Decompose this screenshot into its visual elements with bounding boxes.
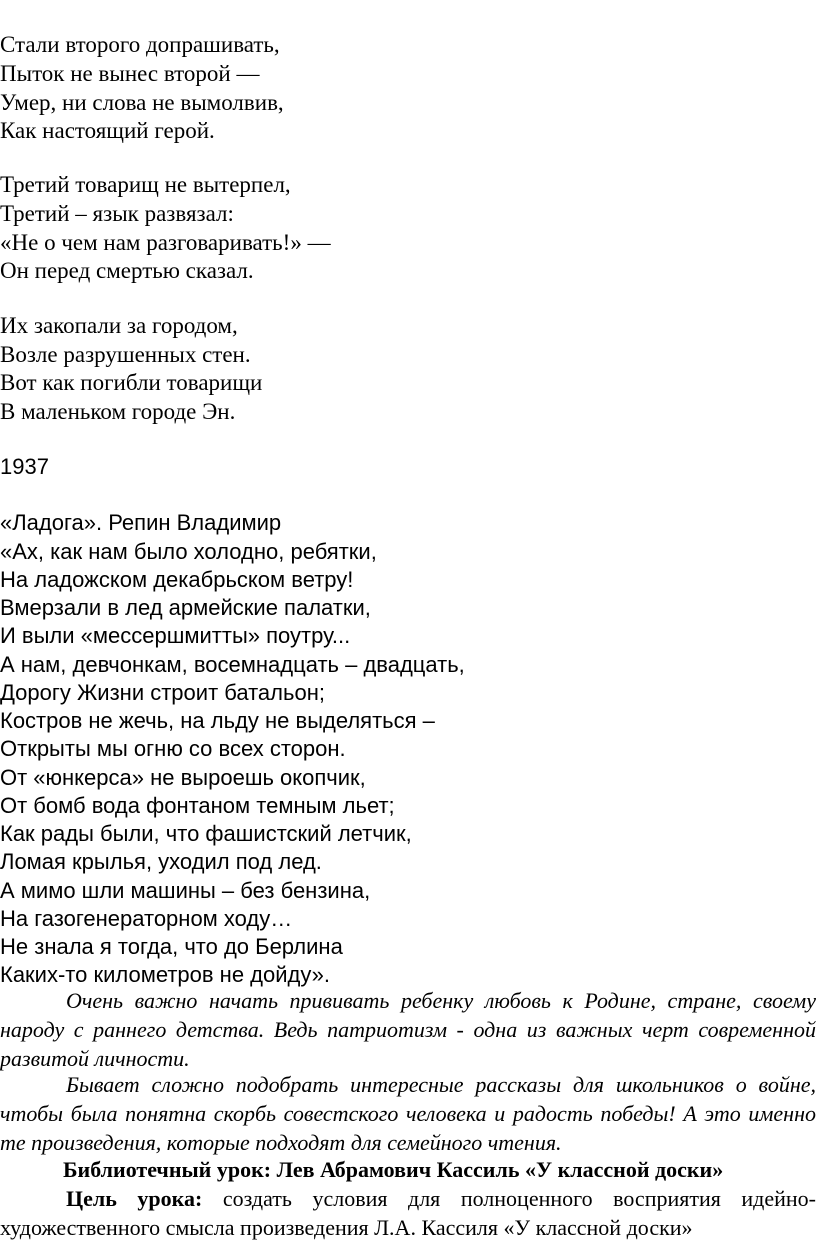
poem-line: Каких-то километров не дойду».: [0, 962, 330, 987]
poem-line: Вот как погибли товарищи: [0, 370, 263, 395]
poem-line: Костров не жечь, на льду не выделяться –: [0, 708, 435, 733]
poem-line: Не знала я тогда, что до Берлина: [0, 934, 343, 959]
poem-line: Как рады были, что фашистский летчик,: [0, 821, 412, 846]
poem-line: От бомб вода фонтаном темным льет;: [0, 793, 395, 818]
poem-line: Как настоящий герой.: [0, 118, 215, 143]
lesson-goal-label: Цель урока:: [66, 1186, 203, 1211]
intro-paragraph: Очень важно начать прививать ребенку любовь к Родине, стране, своему народу с раннего детства. Ведь патриотизм - одна из важных черт современной развитой личности.: [0, 988, 816, 1071]
poem-line: «Не о чем нам разговаривать!» —: [0, 230, 331, 255]
poem-line: Третий – язык развязал:: [0, 201, 234, 226]
poem-line: Вмерзали в лед армейские палатки,: [0, 595, 371, 620]
intro-paragraph: Бывает сложно подобрать интересные рассказы для школьников о войне, чтобы была понятна скорбь совестского человека и радость победы! А это именно те произведения, которые подходят для семейного чтения.: [0, 1072, 816, 1155]
poem-line: Умер, ни слова не вымолвив,: [0, 90, 284, 115]
poem-line: Возле разрушенных стен.: [0, 342, 251, 367]
poem-line: Ломая крылья, уходил под лед.: [0, 849, 322, 874]
poem-line: На газогенераторном ходу…: [0, 906, 293, 931]
poem-line: Стали второго допрашивать,: [0, 32, 280, 57]
poem-line: В маленьком городе Эн.: [0, 399, 236, 424]
poem-line: «Ах, как нам было холодно, ребятки,: [0, 539, 377, 564]
lesson-goal: [0, 1184, 816, 1242]
poem-line: Пыток не вынес второй —: [0, 61, 260, 86]
lesson-heading: Библиотечный урок: Лев Абрамович Кассиль «У классной доски»: [63, 1157, 724, 1182]
poem-line: А мимо шли машины – без бензина,: [0, 878, 371, 903]
poem-line: Третий товарищ не вытерпел,: [0, 172, 291, 197]
poem-line: А нам, девчонкам, восемнадцать – двадцать,: [0, 652, 465, 677]
poem-year: 1937: [0, 454, 49, 479]
poem-line: И выли «мессершмитты» поутру...: [0, 623, 351, 648]
poem-line: Открыты мы огню со всех сторон.: [0, 736, 346, 761]
poem-title: «Ладога». Репин Владимир: [0, 510, 282, 535]
poem-line: Дорогу Жизни строит батальон;: [0, 680, 325, 705]
lesson-goal-text: создать условия для полноценного восприятия идейно-художественного смысла произведения Л.А. Кассиля «У классной доски»: [0, 1186, 816, 1240]
poem-line: На ладожском декабрьском ветру!: [0, 567, 354, 592]
poem-line: Он перед смертью сказал.: [0, 258, 254, 283]
poem-line: От «юнкерса» не выроешь окопчик,: [0, 765, 366, 790]
poem-line: Их закопали за городом,: [0, 313, 238, 338]
